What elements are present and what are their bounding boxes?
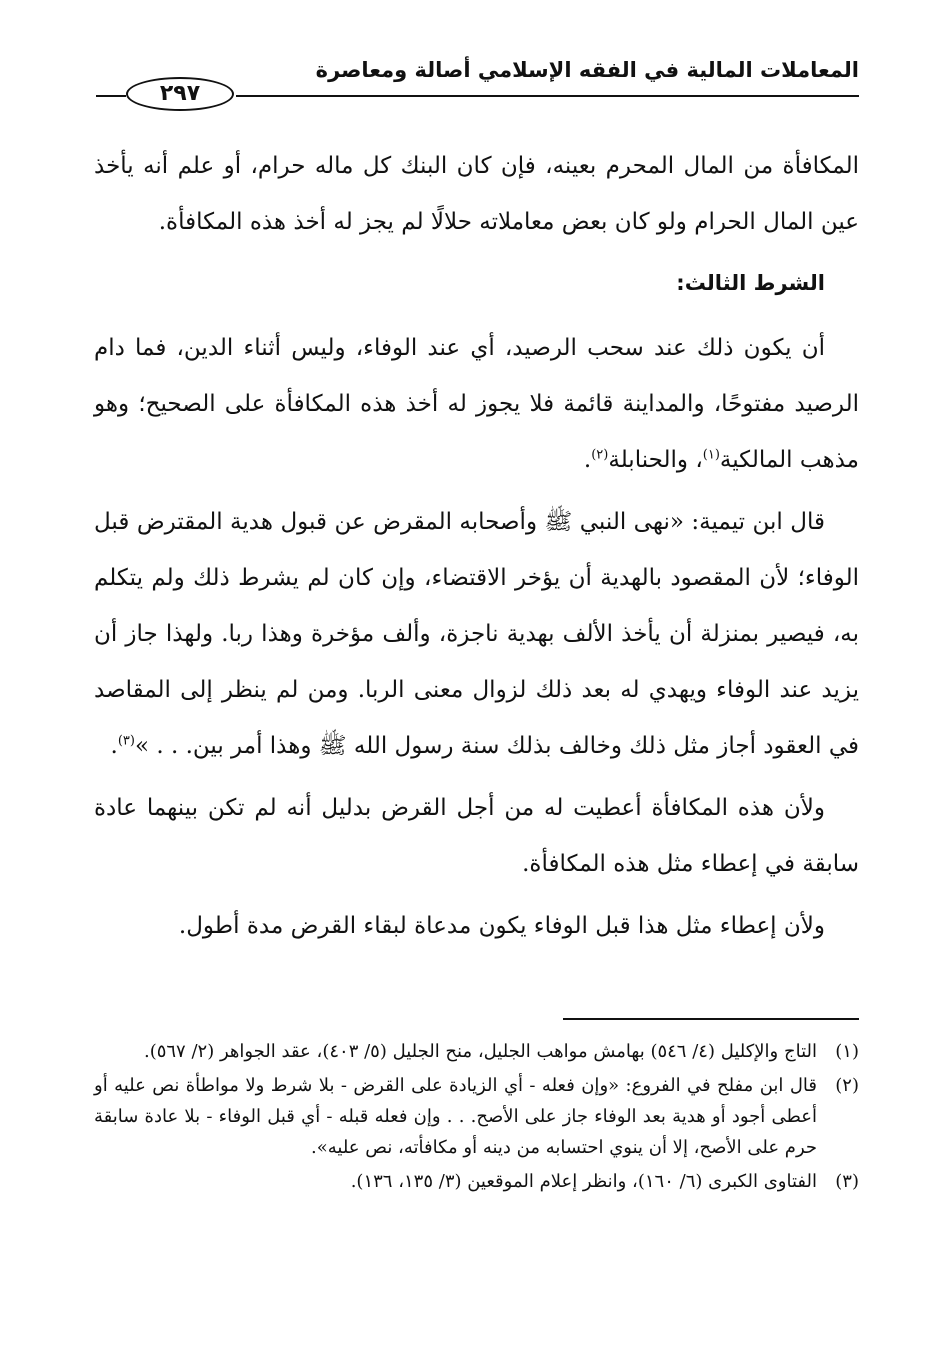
footnotes — [94, 1036, 859, 1200]
paragraph-1: المكافأة من المال المحرم بعينه، فإن كان البنك كل ماله حرام، أو علم أنه يأخذ عين المال الحرام ولو كان بعض معاملاته حلالًا لم يجز له أخذ هذه المكافأة. — [94, 153, 859, 235]
footnote-text: الفتاوى الكبرى (٦/ ١٦٠)، وانظر إعلام الموقعين (٣/ ١٣٥، ١٣٦). — [350, 1171, 817, 1192]
paragraph-3-quote — [94, 494, 859, 774]
footnote-number: (٢) — [835, 1075, 859, 1096]
footnote-number: (٣) — [835, 1171, 859, 1192]
paragraph-2-mid: ، والحنابلة — [608, 447, 703, 473]
paragraph-3-end: . — [110, 733, 118, 759]
header-rule — [236, 95, 859, 97]
footnote-number: (١) — [835, 1041, 859, 1062]
footnote-2 — [94, 1070, 859, 1163]
footnote-ref-1[interactable]: (١) — [702, 447, 720, 463]
paragraph-2-text: أن يكون ذلك عند سحب الرصيد، أي عند الوفاء، وليس أثناء الدين، فما دام الرصيد مفتوحًا، والمداينة قائمة فلا يجوز له أخذ هذه المكافأة على الصحيح؛ وهو مذهب المالكية — [94, 335, 859, 473]
footnote-text: قال ابن مفلح في الفروع: «وإن فعله - أي الزيادة على القرض - بلا شرط ولا مواطأة نص عليه أو أعطى أجود أو هدية بعد الوفاء جاز على الأصح. . . وإن فعله قبله - أي قبل الوفاء - بلا عادة سابقة حرم على الأصح، إلا أن ينوي احتسابه من دينه أو مكافأته، نص عليه». — [94, 1075, 818, 1158]
footnote-3 — [94, 1166, 859, 1197]
footnote-ref-2[interactable]: (٢) — [591, 447, 609, 463]
paragraph-2 — [94, 320, 859, 488]
running-header-title: المعاملات المالية في الفقه الإسلامي أصالة ومعاصرة — [315, 58, 859, 82]
paragraph-4: ولأن هذه المكافأة أعطيت له من أجل القرض بدليل أنه لم تكن بينهما عادة سابقة في إعطاء مثل هذه المكافأة. — [94, 795, 859, 877]
page-number: ٢٩٧ — [126, 77, 234, 111]
paragraph-2-end: . — [583, 447, 592, 473]
section-heading: الشرط الثالث: — [676, 271, 825, 295]
header-rule-left — [96, 95, 126, 97]
footnote-ref-3[interactable]: (٣) — [117, 733, 135, 749]
paragraph-5: ولأن إعطاء مثل هذا قبل الوفاء يكون مدعاة لبقاء القرض مدة أطول. — [178, 913, 825, 939]
main-text — [94, 138, 859, 960]
footnote-separator — [563, 1018, 859, 1020]
paragraph-3-text: قال ابن تيمية: «نهى النبي ﷺ وأصحابه المقرض عن قبول هدية المقترض قبل الوفاء؛ لأن المقصود بالهدية أن يؤخر الاقتضاء، وإن كان لم يشرط ذلك ولم يتكلم به، فيصير بمنزلة أن يأخذ الألف بهدية ناجزة، وألف مؤخرة وهذا ربا. ولهذا جاز أن يزيد عند الوفاء ويهدي له بعد ذلك لزوال معنى الربا. ومن لم ينظر إلى المقاصد في العقود أجاز مثل ذلك وخالف بذلك سنة رسول الله ﷺ وهذا أمر بين. . . » — [94, 509, 859, 759]
footnote-1 — [94, 1036, 859, 1067]
footnote-text: التاج والإكليل (٤/ ٥٤٦) بهامش مواهب الجليل، منح الجليل (٥/ ٤٠٣)، عقد الجواهر (٢/ ٥٦٧). — [143, 1041, 817, 1062]
